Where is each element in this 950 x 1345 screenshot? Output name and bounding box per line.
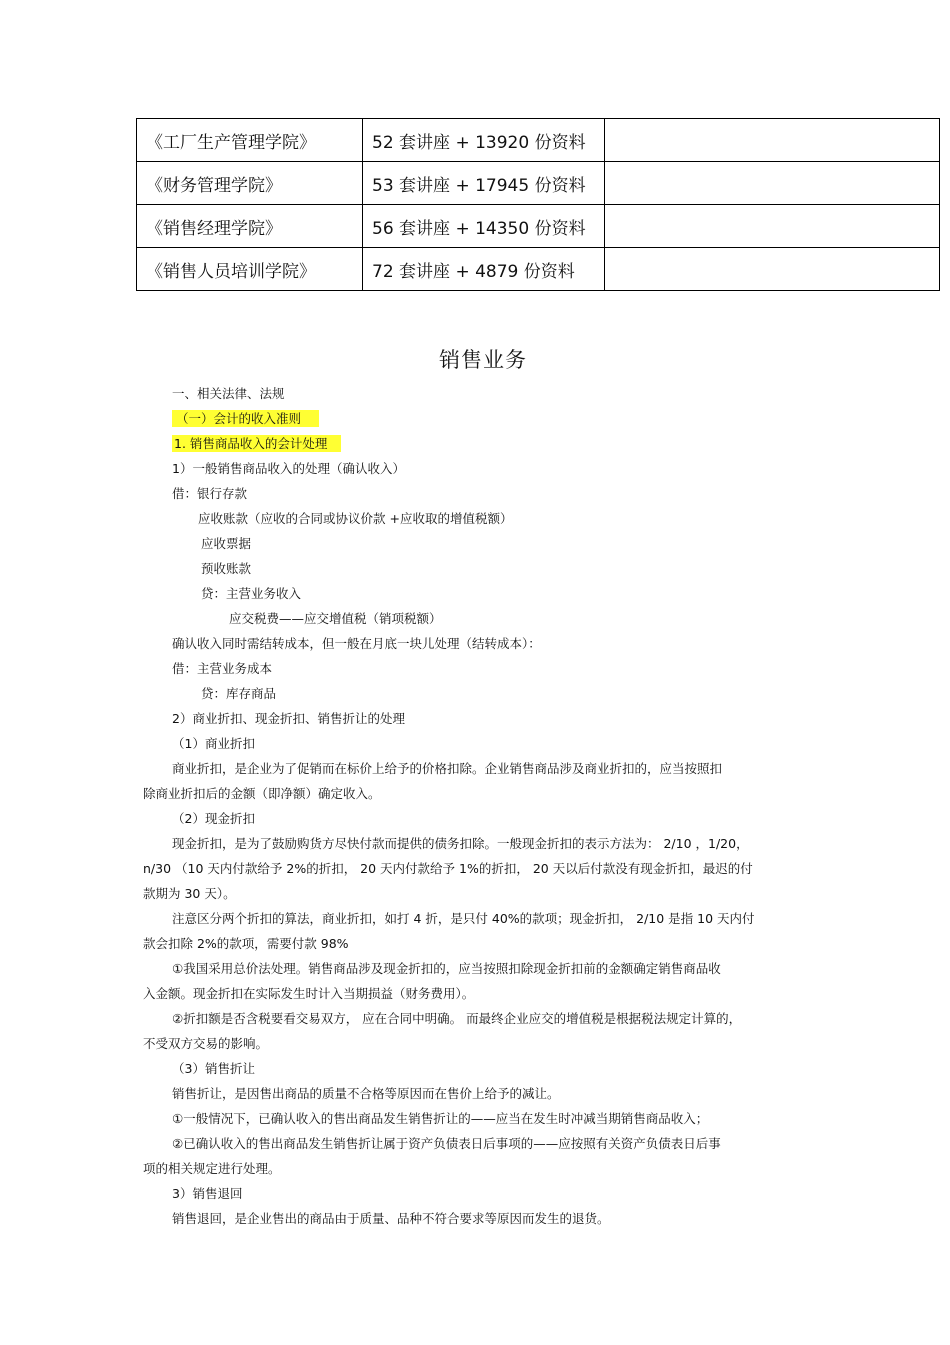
course-content: 56 套讲座 + 14350 份资料: [363, 205, 605, 248]
text-line: ①一般情况下，已确认收入的售出商品发生销售折让的——应当在发生时冲减当期销售商品收入；: [172, 1111, 709, 1126]
text-line: （2）现金折扣: [172, 811, 255, 826]
text-line: 1）一般销售商品收入的处理（确认收入）: [172, 461, 405, 476]
text-line: 贷：库存商品: [201, 686, 277, 701]
subsection-heading: [172, 411, 319, 427]
text-line: n/30 （10 天内付款给予 2%的折扣， 20 天内付款给予 1%的折扣， 20 天以后付款没有现金折扣，最迟的付: [143, 861, 753, 876]
text-line: ②折扣额是否含税要看交易双方， 应在合同中明确。 而最终企业应交的增值税是根据税法规定计算的，: [172, 1011, 742, 1026]
table-row: [137, 119, 940, 162]
empty-cell: [605, 248, 940, 291]
course-name: 《财务管理学院》: [137, 162, 363, 205]
course-table: [136, 118, 940, 291]
text-line: ②已确认收入的售出商品发生销售折让属于资产负债表日后事项的——应按照有关资产负债表日后事: [172, 1136, 721, 1151]
course-content: 72 套讲座 + 4879 份资料: [363, 248, 605, 291]
text-line: 3）销售退回: [172, 1186, 243, 1201]
text-line: 款期为 30 天）。: [143, 886, 236, 901]
empty-cell: [605, 205, 940, 248]
text-line: 款会扣除 2%的款项，需要付款 98%: [143, 936, 349, 951]
text-line: 应收账款（应收的合同或协议价款 +应收取的增值税额）: [198, 511, 513, 526]
text-line: 销售折让，是因售出商品的质量不合格等原因而在售价上给予的减让。: [172, 1086, 560, 1101]
table-row: [137, 162, 940, 205]
text-line: （1）商业折扣: [172, 736, 255, 751]
text-line: 应交税费——应交增值税（销项税额）: [229, 611, 442, 626]
course-name: 《销售经理学院》: [137, 205, 363, 248]
text-line: 贷：主营业务收入: [201, 586, 302, 601]
empty-cell: [605, 162, 940, 205]
text-line: 确认收入同时需结转成本，但一般在月底一块儿处理（结转成本）：: [172, 636, 541, 651]
text-line: ①我国采用总价法处理。销售商品涉及现金折扣的，应当按照扣除现金折扣前的金额确定销售商品收: [172, 961, 721, 976]
empty-cell: [605, 119, 940, 162]
highlighted-text: 1. 销售商品收入的会计处理: [172, 435, 341, 452]
text-line: 不受双方交易的影响。: [143, 1036, 269, 1051]
page-title: 销售业务: [439, 348, 527, 372]
text-line: （3）销售折让: [172, 1061, 255, 1076]
text-line: 预收账款: [201, 561, 252, 576]
subsection-heading: [172, 436, 341, 452]
text-line: 销售退回，是企业售出的商品由于质量、品种不符合要求等原因而发生的退货。: [172, 1211, 610, 1226]
text-line: 借：主营业务成本: [172, 661, 273, 676]
section-heading: 一、相关法律、法规: [172, 386, 285, 401]
text-line: 项的相关规定进行处理。: [143, 1161, 281, 1176]
text-line: 借：银行存款: [172, 486, 248, 501]
course-content: 53 套讲座 + 17945 份资料: [363, 162, 605, 205]
text-line: 现金折扣，是为了鼓励购货方尽快付款而提供的债务扣除。一般现金折扣的表示方法为： 2/10 ，1/20，: [172, 836, 749, 851]
table-row: [137, 205, 940, 248]
course-content: 52 套讲座 + 13920 份资料: [363, 119, 605, 162]
highlighted-text: （一）会计的收入准则: [172, 410, 319, 427]
text-line: 入金额。现金折扣在实际发生时计入当期损益（财务费用）。: [143, 986, 475, 1001]
text-line: 2）商业折扣、现金折扣、销售折让的处理: [172, 711, 405, 726]
text-line: 应收票据: [201, 536, 252, 551]
text-line: 商业折扣，是企业为了促销而在标价上给予的价格扣除。企业销售商品涉及商业折扣的，应当按照扣: [172, 761, 723, 776]
text-line: 除商业折扣后的金额（即净额）确定收入。: [143, 786, 381, 801]
course-name: 《工厂生产管理学院》: [137, 119, 363, 162]
text-line: 注意区分两个折扣的算法，商业折扣，如打 4 折，是只付 40%的款项；现金折扣， 2/10 是指 10 天内付: [172, 911, 755, 926]
course-name: 《销售人员培训学院》: [137, 248, 363, 291]
table-row: [137, 248, 940, 291]
